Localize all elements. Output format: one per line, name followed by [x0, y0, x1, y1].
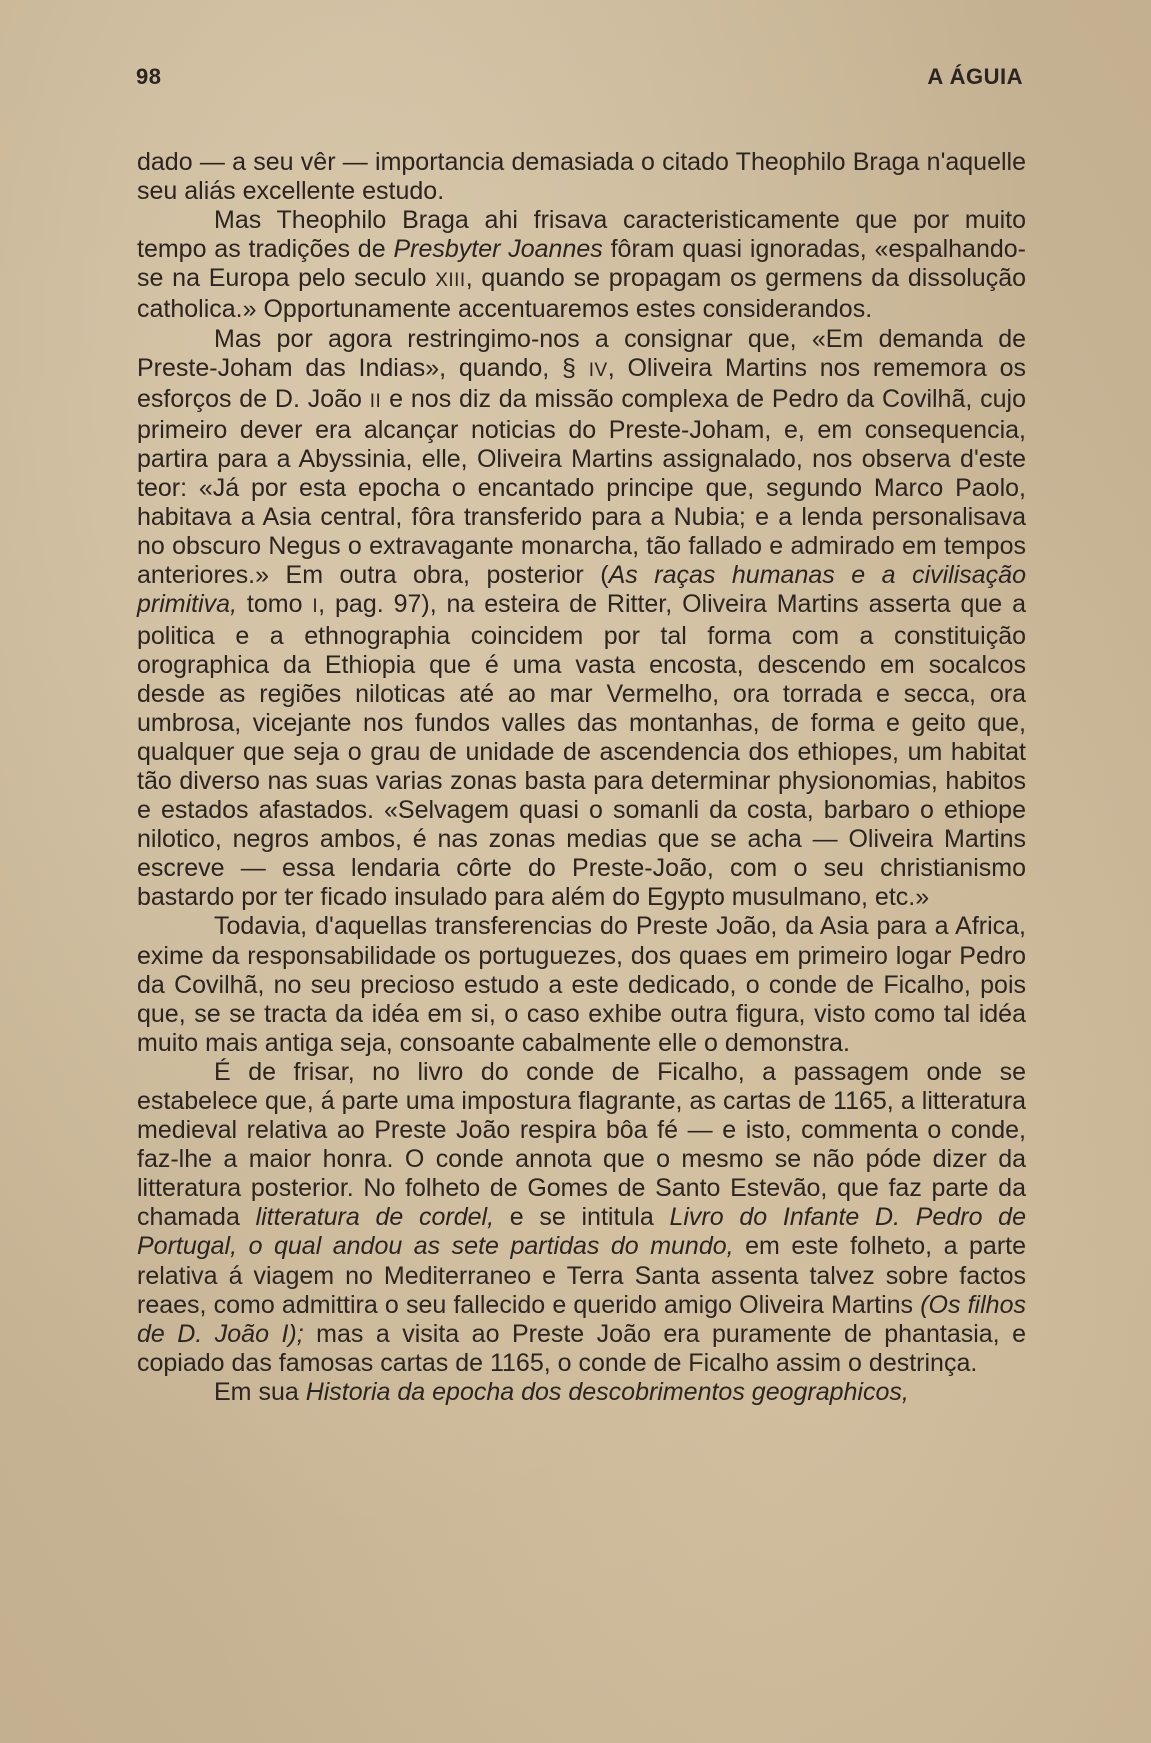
italic-title: As raças humanas e a civilisação primitiva,	[137, 561, 1026, 619]
body-text	[137, 148, 1026, 1407]
paragraph	[137, 1378, 1026, 1407]
paragraph	[137, 148, 1026, 206]
text-run: e nos diz da missão complexa de Pedro da Covilhã, cujo primeiro dever era alcançar noticias do Preste-Joham, e, em consequencia, partira para a Abyssinia, elle, Oliveira Martins assignalado, nos observa d'este teor: «Já por esta epocha o encantado principe que, segundo Marco Paolo, habitava a Asia central, fôra transferido para a Nubia; e a lenda personalisava no obscuro Negus o extravagante monarcha, tão fallado e admirado em tempos anteriores.» Em outra obra, posterior (	[137, 384, 1026, 590]
text-run: , Oliveira Martins nos rememora os esforços de D. João	[137, 353, 1026, 413]
text-run: Em sua	[214, 1377, 306, 1406]
italic-title: Historia da epocha dos descobrimentos geographicos,	[305, 1377, 909, 1406]
italic-title: Presbyter Joannes	[393, 235, 603, 264]
text-run: dado — a seu vêr — importancia demasiada o citado Theophilo Braga n'aquelle seu aliás excellente estudo.	[137, 148, 1026, 206]
page-header	[136, 64, 1023, 100]
text-run: fôram quasi ignoradas, «espalhando-se na Europa pelo seculo	[137, 235, 1026, 293]
text-run: e se intitula	[494, 1203, 670, 1232]
running-title: A ÁGUIA	[927, 64, 1023, 89]
text-run: Todavia, d'aquellas transferencias do Preste João, da Asia para a Africa, exime da responsabilidade os portuguezes, dos quaes em primeiro logar Pedro da Covilhã, no seu precioso estudo a este dedicado, o conde de Ficalho, pois que, se se tracta da idéa em si, o caso exhibe outra figura, visto como tal idéa muito mais antiga seja, consoante cabalmente elle o demonstra.	[137, 912, 1026, 1057]
text-run: Mas por agora restringimo-nos a consignar que, «Em demanda de Preste-Joham das Indias», quando, §	[137, 324, 1026, 382]
roman-numeral: II	[369, 390, 382, 412]
italic-title: (Os filhos de D. João I);	[137, 1290, 1026, 1348]
paragraph	[137, 912, 1026, 1057]
text-run: É de frisar, no livro do conde de Ficalho, a passagem onde se estabelece que, á parte uma impostura flagrante, as cartas de 1165, a litteratura medieval relativa ao Preste João respira bôa fé — e isto, commenta o conde, faz-lhe a maior honra. O conde annota que o mesmo se não póde dizer da litteratura posterior. No folheto de Gomes de Santo Estevão, que faz parte da chamada	[137, 1057, 1026, 1232]
paragraph	[137, 206, 1026, 324]
roman-numeral: IV	[588, 359, 608, 381]
text-run: , quando se propagam os germens da dissolução catholica.» Opportunamente accentuaremos estes considerandos.	[137, 264, 1026, 324]
text-run: , pag. 97), na esteira de Ritter, Oliveira Martins asserta que a politica e a ethnographia coincidem por tal forma com a constituição orographica da Ethiopia que é uma vasta encosta, descendo em socalcos desde as regiões niloticas até ao mar Vermelho, ora torrada e secca, ora umbrosa, vicejante nos fundos valles das montanhas, de forma e geito que, qualquer que seja o grau de unidade de ascendencia dos ethiopes, um habitat tão diverso nas suas varias zonas basta para determinar physionomias, habitos e estados afastados. «Selvagem quasi o somanli da costa, barbaro o ethiope nilotico, negros ambos, é nas zonas medias que se acha — Oliveira Martins escreve — essa lendaria côrte do Preste-João, com o seu christianismo bastardo por ter ficado insulado para além do Egypto musulmano, etc.»	[137, 590, 1026, 912]
roman-numeral: I	[312, 596, 319, 618]
roman-numeral: XIII	[435, 270, 466, 292]
paragraph	[137, 1058, 1026, 1378]
text-run: mas a visita ao Preste João era puramente de phantasia, e copiado das famosas cartas de 1165, o conde de Ficalho assim o destrinça.	[137, 1319, 1027, 1377]
text-run: em este folheto, a parte relativa á viagem no Mediterraneo e Terra Santa assenta talvez sobre factos reaes, como admittira o seu fallecido e querido amigo Oliveira Martins	[137, 1232, 1026, 1319]
italic-title: Livro do Infante D. Pedro de Portugal, o qual andou as sete partidas do mundo,	[137, 1203, 1026, 1261]
text-run: Mas Theophilo Braga ahi frisava caracteristicamente que por muito tempo as tradições de	[137, 206, 1026, 264]
text-run: tomo	[237, 590, 313, 619]
italic-title: litteratura de cordel,	[255, 1203, 495, 1232]
paragraph	[137, 325, 1026, 913]
page-number: 98	[136, 64, 162, 89]
